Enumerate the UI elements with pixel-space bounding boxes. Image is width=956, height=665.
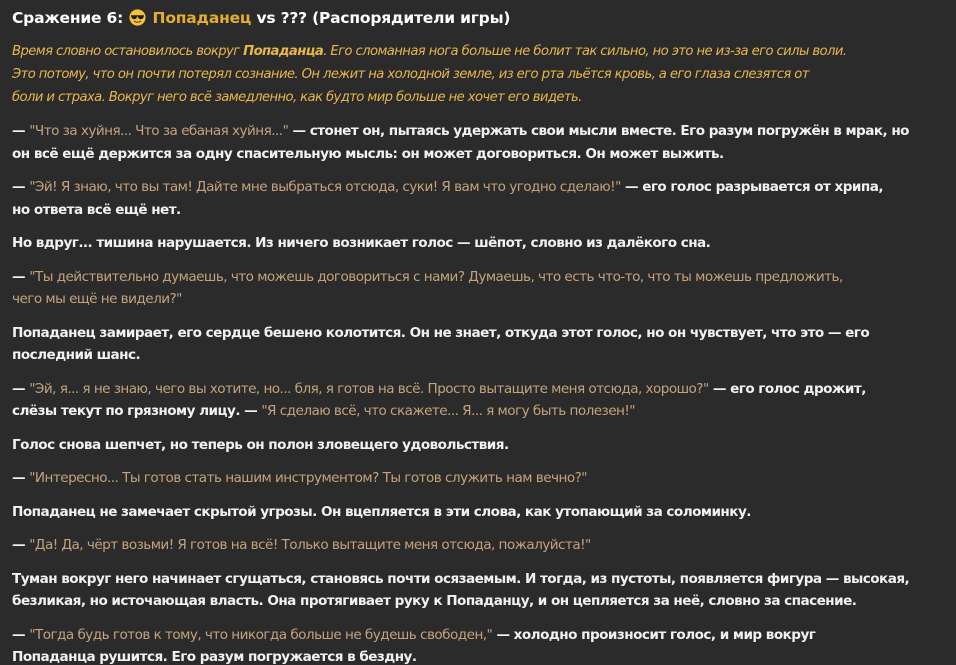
dialogue-quote: "Что за хуйня... Что за ебаная хуйня..." — [29, 123, 289, 139]
paragraph-line: — "Эй! Я знаю, что вы там! Дайте мне выбраться отсюда, суки! Я вам что угодно сделаю!" — его голос разрывается от хрипа, — [12, 179, 883, 195]
dialogue-quote: "Эй! Я знаю, что вы там! Дайте мне выбраться отсюда, суки! Я вам что угодно сделаю!" — [29, 179, 621, 195]
paragraph-line: — "Эй, я... я не знаю, чего вы хотите, но... бля, я готов на всё. Просто вытащите меня отсюда, хорошо?" — его голос дрожит, — [12, 380, 866, 397]
dialogue-quote: "Интересно... Ты готов стать нашим инструментом? Ты готов служить нам вечно?" — [29, 470, 587, 486]
character-name: Попаданец — [12, 324, 96, 341]
dialogue-quote: "Тогда будь готов к тому, что никогда больше не будешь свободен," — [29, 626, 493, 643]
title-character-name: Попаданец — [152, 9, 252, 27]
character-name: Попаданца — [243, 44, 324, 59]
character-name: Попаданцу — [446, 593, 530, 609]
page-title — [12, 8, 942, 28]
paragraph-line: — "Интересно... Ты готов стать нашим инструментом? Ты готов служить нам вечно?" — [12, 470, 587, 486]
paragraph-line: Но вдруг... тишина нарушается. Из ничего возникает голос — шёпот, словно из далёкого сна. — [12, 235, 711, 251]
paragraph-line: — "Да! Да, чёрт возьми! Я готов на всё! Только вытащите меня отсюда, пожалуйста!" — [12, 537, 591, 553]
paragraph-line: последний шанс. — [12, 347, 141, 363]
paragraph-line: — "Тогда будь готов к тому, что никогда больше не будешь свободен," — холодно произносит голос, и мир вокруг — [12, 626, 816, 643]
dialogue-quote: "Я сделаю всё, что скажете... Я... я могу быть полезен!" — [261, 403, 635, 419]
paragraph-line: Туман вокруг него начинает сгущаться, становясь почти осязаемым. И тогда, из пустоты, появляется фигура — высокая, — [12, 570, 910, 587]
dialogue-quote: чего мы ещё не видели?" — [12, 291, 182, 307]
title-prefix: Сражение 6: — [12, 9, 124, 27]
paragraph-line: Попаданец замирает, его сердце бешено колотится. Он не знает, откуда этот голос, но он чувствует, что это — его — [12, 324, 870, 341]
paragraph-line: он всё ещё держится за одну спасительную мысль: он может договориться. Он может выжить. — [12, 145, 724, 162]
character-name: Попаданец — [12, 503, 96, 520]
paragraph-line: но ответа всё ещё нет. — [12, 201, 181, 218]
title-suffix: vs ??? (Распорядители игры) — [256, 9, 511, 27]
paragraph-line: Попаданца рушится. Его разум погружается в бездну. — [12, 649, 417, 665]
dialogue-quote: "Да! Да, чёрт возьми! Я готов на всё! Только вытащите меня отсюда, пожалуйста!" — [29, 537, 591, 553]
paragraph-line: слёзы текут по грязному лицу. — "Я сделаю всё, что скажете... Я... я могу быть полезен!" — [12, 403, 635, 419]
dialogue-quote: "Ты действительно думаешь, что можешь договориться с нами? Думаешь, что есть что-то, что ты можешь предложить, — [29, 268, 843, 285]
intro-line: Это потому, что он почти потерял сознание. Он лежит на холодной земле, из его рта льётся кровь, а его глаза слезятся от — [12, 67, 809, 82]
dialogue-quote: "Эй, я... я не знаю, чего вы хотите, но... бля, я готов на всё. Просто вытащите меня отсюда, хорошо?" — [29, 380, 709, 397]
paragraph-line: Голос снова шепчет, но теперь он полон зловещего удовольствия. — [12, 436, 509, 453]
cool-sunglasses-face-icon — [129, 9, 146, 26]
paragraph-line: безликая, но источающая власть. Она протягивает руку к Попаданцу, и он цепляется за неё, словно за спасение. — [12, 593, 857, 609]
character-name: Попаданца — [12, 649, 96, 665]
paragraph-line: — "Что за хуйня... Что за ебаная хуйня..." — стонет он, пытаясь удержать свои мысли вместе. Его разум погружён в мрак, но — [12, 123, 909, 139]
intro-line: боли и страха. Вокруг него всё замедленно, как будто мир больше не хочет его видеть. — [12, 90, 582, 105]
intro-line: Время словно остановилось вокруг Попаданца. Его сломанная нога больше не болит так сильно, но это не из-за его силы воли. — [12, 44, 847, 59]
paragraph-line: Попаданец не замечает скрытой угрозы. Он вцепляется в эти слова, как утопающий за соломинку. — [12, 503, 751, 520]
paragraph-line: — "Ты действительно думаешь, что можешь договориться с нами? Думаешь, что есть что-то, что ты можешь предложить, — [12, 268, 843, 285]
